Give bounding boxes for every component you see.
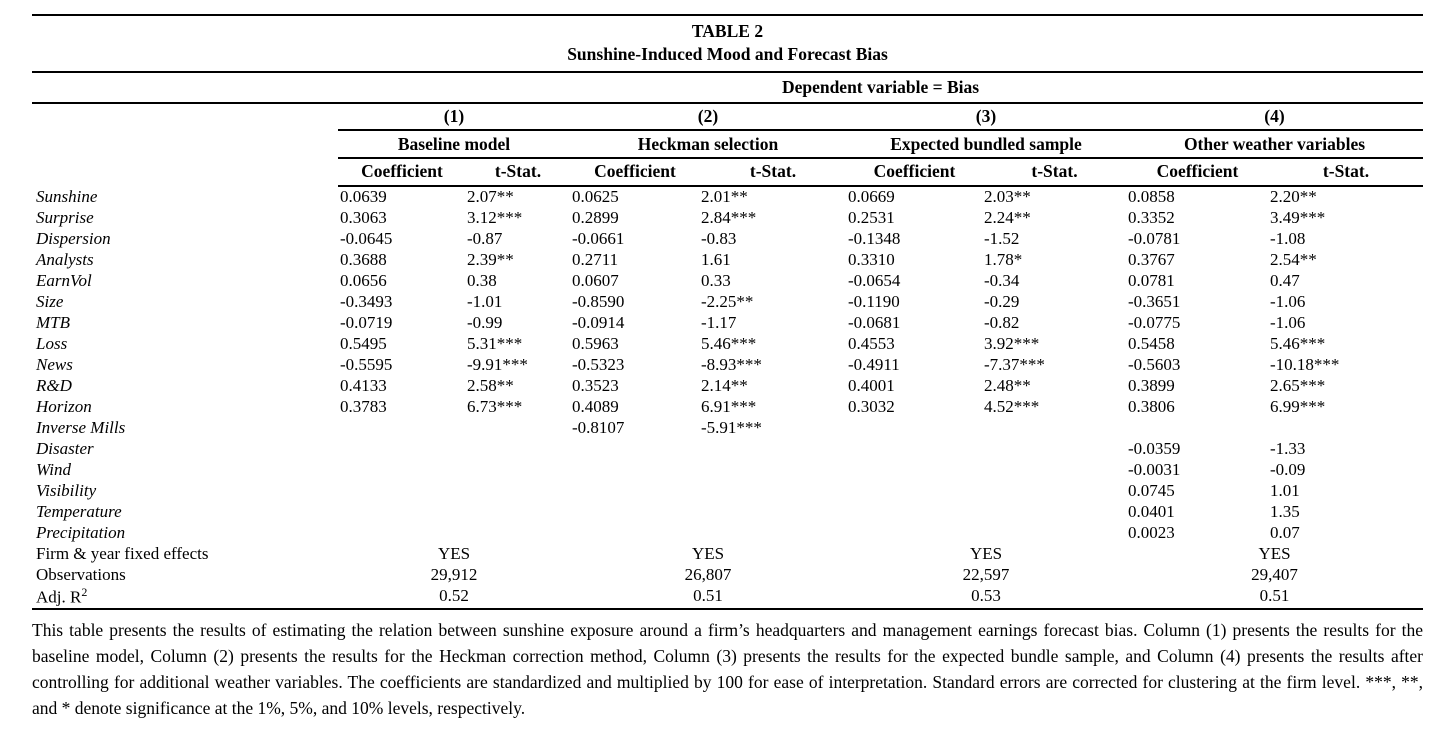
tstat-cell: 0.47 (1270, 270, 1300, 290)
subheader-tstat: t-Stat. (700, 158, 846, 186)
coefficient-cell: 0.3767 (1128, 249, 1175, 269)
tstat-cell: 2.20** (1270, 187, 1317, 206)
tstat-cell (983, 480, 1126, 501)
coefficient-cell: 0.5963 (572, 333, 619, 353)
row-label: Inverse Mills (36, 417, 126, 437)
table-body (32, 186, 1423, 609)
table-row (32, 396, 1423, 417)
table-footnote: This table presents the results of estimating the relation between sunshine exposure around a firm’s headquarters and management earnings forecast bias. Column (1) presents the results for the baseline model, Column (2) presents the results for the Heckman correction method, Column (3) presents the results for the expected bundle sample, and Column (4) presents the results after controlling for additional weather variables. The coefficients are standardized and multiplied by 100 for ease of interpretation. Standard errors are corrected for clustering at the firm level. ***, **, and * denote significance at the 1%, 5%, and 10% levels, respectively. (32, 619, 1423, 718)
tstat-cell: -1.06 (1270, 312, 1306, 332)
tstat-cell: 0.33 (701, 270, 731, 290)
coefficient-cell: 0.0023 (1128, 522, 1175, 542)
coefficient-cell: -0.1190 (848, 291, 900, 311)
summary-value-cell: 22,597 (962, 564, 1010, 584)
tstat-cell: -0.29 (984, 291, 1020, 311)
coefficient-cell (846, 480, 983, 501)
summary-row-label-text: Adj. R (36, 587, 82, 607)
table-row (32, 249, 1423, 270)
row-label: R&D (36, 375, 72, 395)
coefficient-cell: -0.0654 (848, 270, 901, 290)
coefficient-cell (570, 501, 700, 522)
tstat-cell: -1.52 (984, 228, 1020, 248)
summary-row-label (32, 585, 338, 609)
coefficient-cell: 0.4133 (340, 375, 387, 395)
tstat-cell: 1.61 (701, 249, 731, 269)
tstat-cell: -8.93*** (701, 354, 762, 374)
tstat-cell: 2.14** (701, 375, 748, 395)
tstat-cell: 6.73*** (467, 396, 523, 416)
tstat-cell (700, 459, 846, 480)
summary-value-cell: 26,807 (684, 564, 732, 584)
row-label: EarnVol (36, 270, 92, 290)
summary-value-cell: 29,912 (430, 564, 478, 584)
row-label: Precipitation (36, 522, 126, 542)
tstat-cell (466, 522, 570, 543)
table-row (32, 438, 1423, 459)
tstat-cell: 6.91*** (701, 396, 757, 416)
row-label: Disaster (36, 438, 94, 458)
tstat-cell (700, 480, 846, 501)
coefficient-cell: -0.0359 (1128, 438, 1181, 458)
tstat-cell: 3.49*** (1270, 207, 1326, 227)
tstat-cell: -0.34 (984, 270, 1020, 290)
superscript: 2 (81, 585, 88, 599)
tstat-cell: -1.08 (1270, 228, 1306, 248)
subheader-coefficient: Coefficient (570, 158, 700, 186)
coefficient-cell: -0.0645 (340, 228, 393, 248)
coefficient-cell: -0.5595 (340, 354, 393, 374)
coefficient-cell: 0.3032 (848, 396, 895, 416)
tstat-cell: 2.03** (984, 187, 1031, 206)
coefficient-cell (846, 459, 983, 480)
coefficient-cell: -0.3493 (340, 291, 393, 311)
tstat-cell: -0.83 (701, 228, 737, 248)
column-name-baseline: Baseline model (338, 130, 570, 158)
coefficient-cell (570, 522, 700, 543)
tstat-cell: 1.01 (1270, 480, 1300, 500)
coefficient-cell (338, 522, 466, 543)
row-label: MTB (36, 312, 70, 332)
tstat-cell: 2.65*** (1270, 375, 1326, 395)
coefficient-cell: -0.0775 (1128, 312, 1181, 332)
summary-value-cell: YES (969, 543, 1003, 563)
tstat-cell: -1.06 (1270, 291, 1306, 311)
coefficient-cell: 0.3063 (340, 207, 387, 227)
tstat-cell: 3.12*** (467, 207, 523, 227)
column-number-row (32, 103, 1423, 130)
coefficient-cell: -0.0914 (572, 312, 625, 332)
summary-value-cell: 0.51 (1259, 586, 1290, 606)
tstat-cell: -1.01 (467, 291, 503, 311)
coefficient-cell (570, 438, 700, 459)
tstat-cell (983, 417, 1126, 438)
subheader-row (32, 158, 1423, 186)
coefficient-cell: 0.2899 (572, 207, 619, 227)
coefficient-cell: -0.8107 (572, 417, 625, 437)
table-subtitle: Sunshine-Induced Mood and Forecast Bias (567, 44, 888, 64)
coefficient-cell: 0.4089 (572, 396, 619, 416)
coefficient-cell: 0.3783 (340, 396, 387, 416)
coefficient-cell: 0.3899 (1128, 375, 1175, 395)
coefficient-cell: 0.0781 (1128, 270, 1175, 290)
header-spacer (32, 103, 338, 130)
row-label: Temperature (36, 501, 122, 521)
table-row (32, 291, 1423, 312)
tstat-cell: 5.31*** (467, 333, 523, 353)
column-number-4: (4) (1126, 103, 1423, 130)
coefficient-cell: 0.0669 (848, 187, 895, 206)
header-spacer (32, 73, 338, 103)
coefficient-cell (1126, 417, 1269, 438)
coefficient-cell: -0.8590 (572, 291, 625, 311)
coefficient-cell: -0.5323 (572, 354, 625, 374)
tstat-cell: 2.58** (467, 375, 514, 395)
coefficient-cell: 0.4001 (848, 375, 895, 395)
subheader-tstat: t-Stat. (1269, 158, 1423, 186)
subheader-coefficient: Coefficient (846, 158, 983, 186)
coefficient-cell (338, 459, 466, 480)
summary-row-label (32, 543, 338, 564)
coefficient-cell: -0.0661 (572, 228, 625, 248)
dependent-variable-row (32, 73, 1423, 103)
coefficient-cell (338, 438, 466, 459)
subheader-tstat: t-Stat. (983, 158, 1126, 186)
tstat-cell (466, 459, 570, 480)
column-name-weather: Other weather variables (1126, 130, 1423, 158)
coefficient-cell (846, 501, 983, 522)
summary-row (32, 543, 1423, 564)
table-header (32, 73, 1423, 186)
coefficient-cell: 0.2531 (848, 207, 895, 227)
table-row (32, 480, 1423, 501)
summary-value-cell: YES (437, 543, 471, 563)
coefficient-cell: 0.3352 (1128, 207, 1175, 227)
tstat-cell: 4.52*** (984, 396, 1040, 416)
coefficient-cell: 0.0607 (572, 270, 619, 290)
tstat-cell: 0.07 (1270, 522, 1300, 542)
summary-value-cell: YES (691, 543, 725, 563)
header-spacer (32, 158, 338, 186)
tstat-cell: 2.01** (701, 187, 748, 206)
table-row (32, 459, 1423, 480)
coefficient-cell: 0.3310 (848, 249, 895, 269)
table-row (32, 186, 1423, 207)
coefficient-cell (570, 480, 700, 501)
tstat-cell: 2.39** (467, 249, 514, 269)
row-label: Visibility (36, 480, 97, 500)
coefficient-cell (846, 417, 983, 438)
tstat-cell: 2.84*** (701, 207, 757, 227)
tstat-cell: 3.92*** (984, 333, 1040, 353)
table-title-block (32, 14, 1423, 73)
coefficient-cell: -0.0781 (1128, 228, 1181, 248)
summary-row (32, 585, 1423, 609)
row-label: Horizon (36, 396, 92, 416)
tstat-cell: -1.17 (701, 312, 737, 332)
tstat-cell: -1.33 (1270, 438, 1306, 458)
coefficient-cell (846, 438, 983, 459)
table-row (32, 354, 1423, 375)
table-row (32, 417, 1423, 438)
coefficient-cell: -0.5603 (1128, 354, 1181, 374)
subheader-coefficient: Coefficient (1126, 158, 1269, 186)
coefficient-cell: 0.0656 (340, 270, 387, 290)
tstat-cell: 2.07** (467, 187, 514, 206)
tstat-cell: -5.91*** (701, 417, 762, 437)
table-row (32, 333, 1423, 354)
tstat-cell (466, 480, 570, 501)
column-name-bundled: Expected bundled sample (846, 130, 1126, 158)
column-number-1: (1) (338, 103, 570, 130)
tstat-cell: -0.09 (1270, 459, 1306, 479)
tstat-cell (1269, 417, 1423, 438)
row-label: Analysts (36, 249, 94, 269)
row-label: Size (36, 291, 64, 311)
tstat-cell: 2.24** (984, 207, 1031, 227)
tstat-cell: 2.54** (1270, 249, 1317, 269)
column-number-2: (2) (570, 103, 846, 130)
subheader-coefficient: Coefficient (338, 158, 466, 186)
tstat-cell (466, 417, 570, 438)
summary-value-cell: 0.53 (971, 586, 1001, 606)
coefficient-cell: -0.3651 (1128, 291, 1181, 311)
column-name-row (32, 130, 1423, 158)
coefficient-cell: 0.3688 (340, 249, 387, 269)
table-row (32, 312, 1423, 333)
tstat-cell: 2.48** (984, 375, 1031, 395)
tstat-cell: -0.99 (467, 312, 503, 332)
table-row (32, 522, 1423, 543)
tstat-cell (983, 522, 1126, 543)
tstat-cell: -10.18*** (1270, 354, 1340, 374)
summary-value-cell: YES (1258, 543, 1291, 563)
summary-row-label-text: Observations (36, 564, 126, 584)
coefficient-cell: -0.1348 (848, 228, 901, 248)
table-row (32, 501, 1423, 522)
table-row (32, 375, 1423, 396)
coefficient-cell: 0.3523 (572, 375, 619, 395)
coefficient-cell: 0.5458 (1128, 333, 1175, 353)
table-row (32, 228, 1423, 249)
coefficient-cell: 0.0745 (1128, 480, 1175, 500)
coefficient-cell: 0.5495 (340, 333, 387, 353)
tstat-cell (700, 438, 846, 459)
tstat-cell: -0.82 (984, 312, 1020, 332)
tstat-cell (983, 501, 1126, 522)
tstat-cell (983, 438, 1126, 459)
results-table (32, 73, 1423, 610)
table-row (32, 207, 1423, 228)
tstat-cell: 1.35 (1270, 501, 1300, 521)
tstat-cell: -2.25** (701, 291, 754, 311)
tstat-cell: -7.37*** (984, 354, 1045, 374)
tstat-cell (700, 522, 846, 543)
tstat-cell (466, 501, 570, 522)
tstat-cell (466, 438, 570, 459)
row-label: Surprise (36, 207, 94, 227)
summary-value-cell: 0.51 (693, 586, 723, 606)
tstat-cell: 6.99*** (1270, 396, 1326, 416)
coefficient-cell: -0.4911 (848, 354, 900, 374)
coefficient-cell (338, 480, 466, 501)
row-label: Loss (36, 333, 68, 353)
tstat-cell: 5.46*** (701, 333, 757, 353)
table-row (32, 270, 1423, 291)
dependent-variable-header: Dependent variable = Bias (338, 73, 1423, 103)
summary-row-label (32, 564, 338, 585)
summary-row (32, 564, 1423, 585)
coefficient-cell (846, 522, 983, 543)
coefficient-cell: 0.2711 (572, 249, 619, 269)
tstat-cell (700, 501, 846, 522)
coefficient-cell (570, 459, 700, 480)
coefficient-cell: 0.0639 (340, 187, 387, 206)
column-number-3: (3) (846, 103, 1126, 130)
coefficient-cell (338, 501, 466, 522)
row-label: Wind (36, 459, 71, 479)
tstat-cell: 1.78* (984, 249, 1023, 269)
row-label: Sunshine (36, 186, 98, 206)
row-label: Dispersion (36, 228, 111, 248)
tstat-cell (983, 459, 1126, 480)
table-title: TABLE 2 (691, 21, 764, 41)
header-spacer (32, 130, 338, 158)
summary-value-cell: 29,407 (1251, 564, 1298, 584)
coefficient-cell: 0.0858 (1128, 187, 1175, 206)
subheader-tstat: t-Stat. (466, 158, 570, 186)
coefficient-cell: -0.0031 (1128, 459, 1181, 479)
tstat-cell: -0.87 (467, 228, 503, 248)
summary-value-cell: 0.52 (439, 586, 469, 606)
coefficient-cell: 0.0625 (572, 187, 619, 206)
tstat-cell: -9.91*** (467, 354, 528, 374)
coefficient-cell: 0.0401 (1128, 501, 1175, 521)
tstat-cell: 5.46*** (1270, 333, 1326, 353)
row-label: News (36, 354, 73, 374)
coefficient-cell: -0.0681 (848, 312, 901, 332)
column-name-heckman: Heckman selection (570, 130, 846, 158)
coefficient-cell: -0.0719 (340, 312, 393, 332)
tstat-cell: 0.38 (467, 270, 497, 290)
summary-row-label-text: Firm & year fixed effects (36, 543, 209, 563)
coefficient-cell: 0.4553 (848, 333, 895, 353)
coefficient-cell: 0.3806 (1128, 396, 1175, 416)
coefficient-cell (338, 417, 466, 438)
